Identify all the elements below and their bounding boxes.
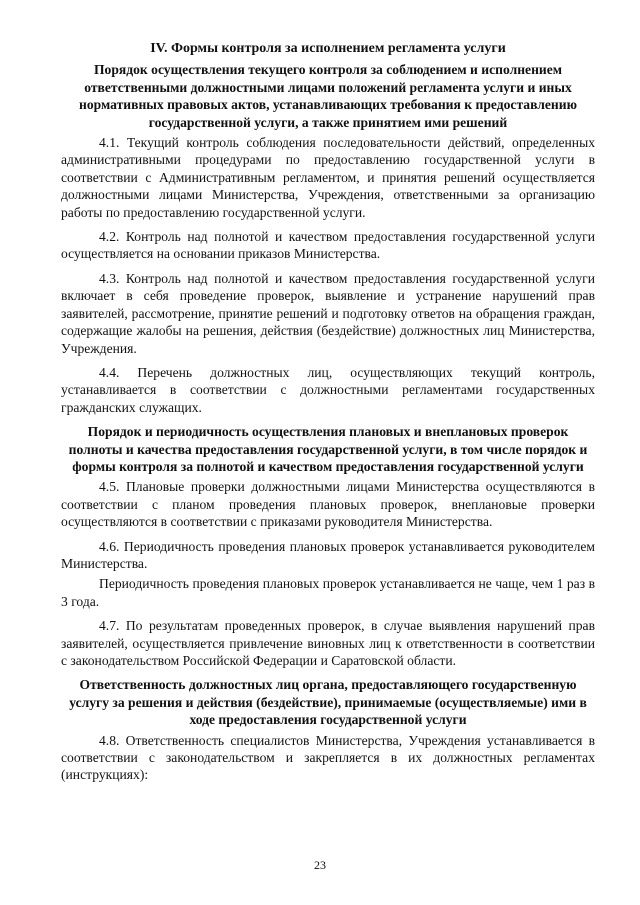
paragraph-4-6: 4.6. Периодичность проведения плановых проверок устанавливается руководителем Министерства. — [61, 538, 595, 571]
paragraph-4-7: 4.7. По результатам проведенных проверок, в случае выявления нарушений прав заявителей, осуществляется привлечение виновных лиц к ответственности в соответствии с законодательством Российской Федерации и Саратовской области. — [61, 618, 595, 668]
paragraph-4-4: 4.4. Перечень должностных лиц, осуществляющих текущий контроль, устанавливается в соответствии с должностными регламентами государственных гражданских служащих. — [61, 364, 595, 415]
paragraph-4-1: 4.1. Текущий контроль соблюдения последовательности действий, определенных административными процедурами по предоставлению государственной услуги в соответствии с Административным регламентом, и принятия решений осуществляется должностными лицами Министерства, Учреждения, ответственными за организацию работы по предоставлению государственной услуги. — [61, 135, 595, 220]
paragraph-4-6-periodicity: Периодичность проведения плановых проверок устанавливается не чаще, чем 1 раз в 3 года. — [61, 576, 595, 609]
subheading-responsibility: Ответственность должностных лиц органа, предоставляющего государственную услугу за решения и действия (бездействие), принимаемые (осуществляемые) ими в ходе предоставления государственной услуги — [69, 677, 587, 728]
document-page — [61, 40, 595, 791]
paragraph-4-5: 4.5. Плановые проверки должностными лицами Министерства осуществляются в соответствии с планом проведения плановых проверок, внеплановые проверки осуществляются в соответствии с приказами руководителя Министерства. — [61, 479, 595, 530]
section-title: IV. Формы контроля за исполнением регламента услуги — [150, 41, 506, 56]
paragraph-4-2: 4.2. Контроль над полнотой и качеством предоставления государственной услуги осуществляется на основании приказов Министерства. — [61, 229, 595, 262]
page-number: 23 — [314, 858, 326, 872]
paragraph-4-3: 4.3. Контроль над полнотой и качеством предоставления государственной услуги включает в себя проведение проверок, выявление и устранение нарушений прав заявителей, рассмотрение, принятие решений и подготовку ответов на обращения граждан, содержащие жалобы на решения, действия (бездействие) должностных лиц Министерства, Учреждения. — [61, 270, 595, 356]
subheading-inspections: Порядок и периодичность осуществления плановых и внеплановых проверок полноты и качества предоставления государственной услуги, в том числе порядок и формы контроля за полнотой и качеством предоставления государственной услуги — [68, 424, 588, 474]
subheading-current-control: Порядок осуществления текущего контроля за соблюдением и исполнением ответственными должностными лицами положений регламента услуги и иных нормативных правовых актов, устанавливающих требования к предоставлению государственной услуги, а также принятием ими решений — [79, 62, 577, 130]
paragraph-4-8: 4.8. Ответственность специалистов Министерства, Учреждения устанавливается в соответствии с законодательством и закрепляется в их должностных регламентах (инструкциях): — [61, 732, 595, 783]
